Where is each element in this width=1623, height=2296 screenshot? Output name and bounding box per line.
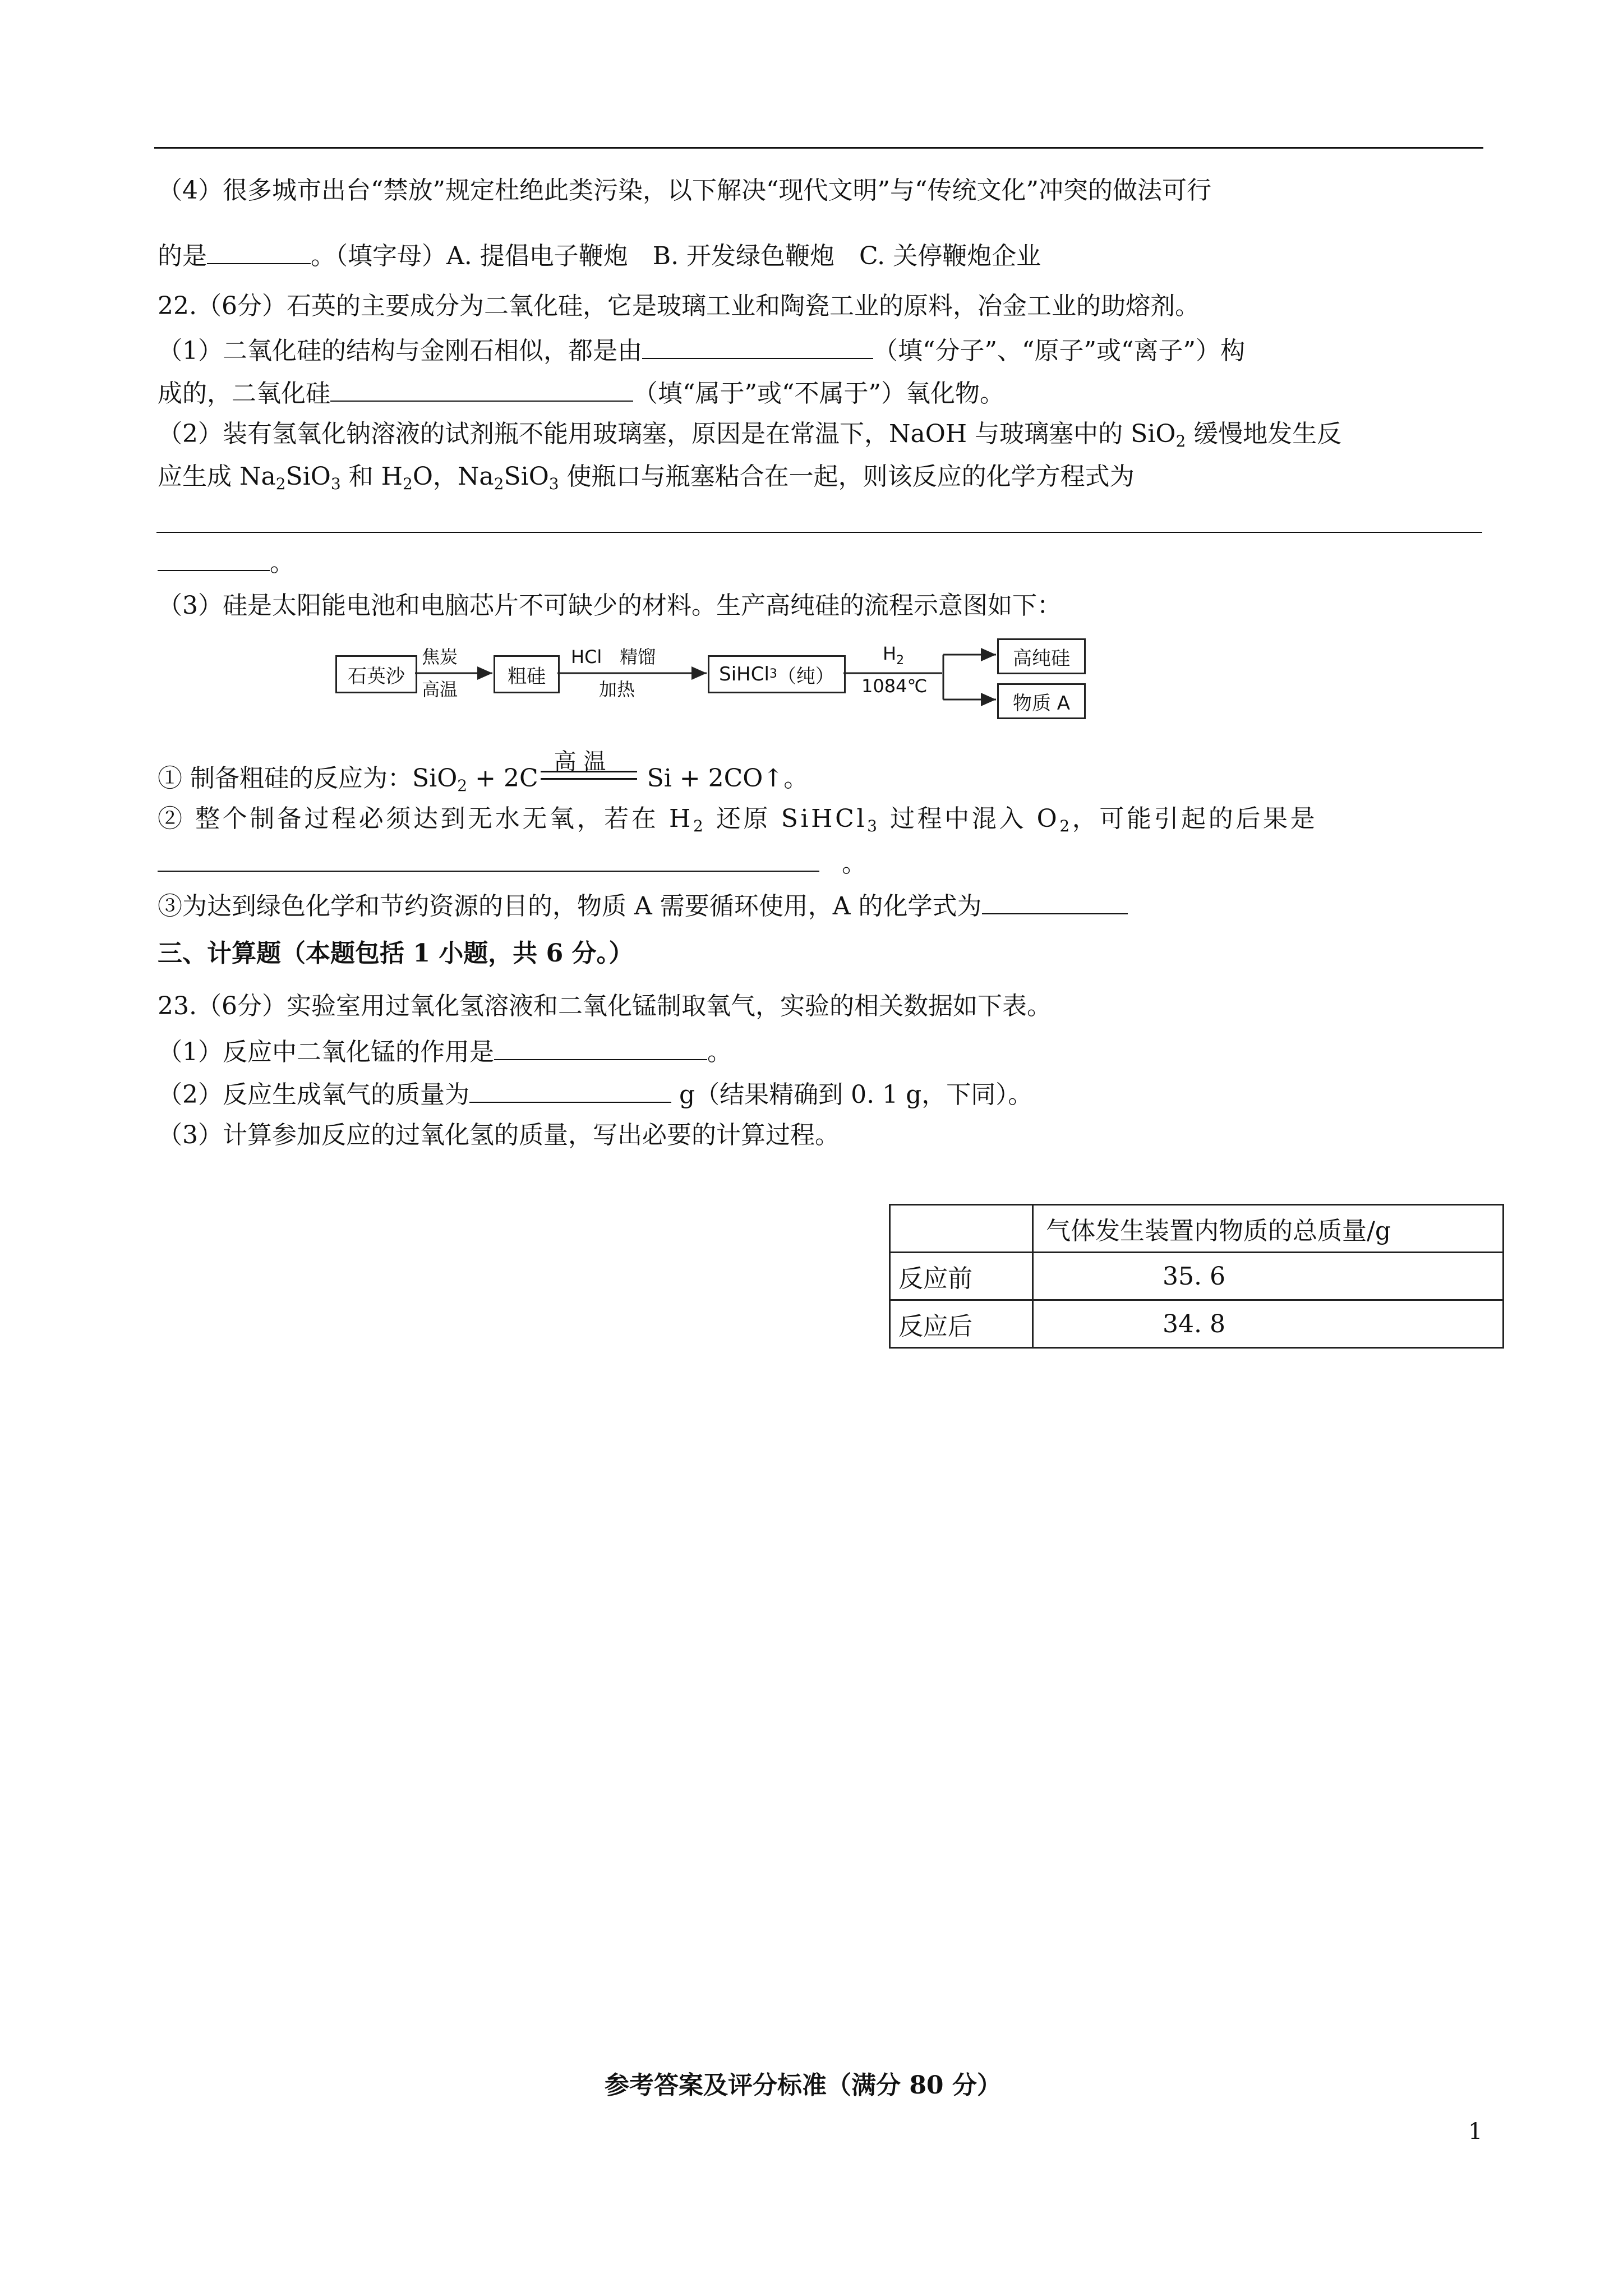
q23-2 bbox=[158, 1077, 1032, 1111]
q23-1-blank[interactable] bbox=[494, 1034, 707, 1060]
flow-arrow1-top: 焦炭 bbox=[422, 646, 458, 668]
q22-2-text-a: （2）装有氢氧化钠溶液的试剂瓶不能用玻璃塞，原因是在常温下，NaOH 与玻璃塞中的 SiO bbox=[158, 420, 1176, 448]
q23-2-blank[interactable] bbox=[469, 1077, 671, 1103]
q23-data-table bbox=[889, 1204, 1504, 1349]
q22-1-text-d: （填“属于”或“不属于”）氧化物。 bbox=[633, 379, 1004, 408]
flow-box-pure-si: 高纯硅 bbox=[997, 638, 1086, 674]
q23-2-text: （2）反应生成氧气的质量为 bbox=[158, 1080, 469, 1109]
flow-arrow3-bottom: 1084℃ bbox=[861, 675, 928, 697]
q21-4-options: 。（填字母）A. 提倡电子鞭炮 B. 开发绿色鞭炮 C. 关停鞭炮企业 bbox=[311, 242, 1041, 270]
q23-title: 23.（6分）实验室用过氧化氢溶液和二氧化锰制取氧气，实验的相关数据如下表。 bbox=[158, 992, 1052, 1020]
table-row-value-before: 35. 6 bbox=[1033, 1253, 1504, 1300]
step2-text-d: ，可能引起的后果是 bbox=[1072, 804, 1318, 833]
table-row-label-after: 反应后 bbox=[890, 1300, 1033, 1348]
q21-4-line1: （4）很多城市出台“禁放”规定杜绝此类污染，以下解决“现代文明”与“传统文化”冲突的做法可行 bbox=[158, 176, 1211, 205]
reaction-condition bbox=[538, 749, 639, 786]
q22-1-text-a: （1）二氧化硅的结构与金刚石相似，都是由 bbox=[158, 337, 642, 365]
table-header-mass: 气体发生装置内物质的总质量/g bbox=[1033, 1205, 1504, 1253]
step1-sub: 2 bbox=[457, 776, 468, 795]
flow-box-quartz-sand: 石英沙 bbox=[335, 655, 417, 693]
page-number: 1 bbox=[1468, 2119, 1483, 2145]
q23-3: （3）计算参加反应的过氧化氢的质量，写出必要的计算过程。 bbox=[158, 1121, 840, 1149]
condition-high-temp: 高 温 bbox=[554, 749, 606, 775]
flow-arrow2-top: HCl 精馏 bbox=[571, 646, 656, 668]
q22-2-text-b: 缓慢地发生反 bbox=[1186, 420, 1342, 448]
table-row bbox=[890, 1253, 1504, 1300]
step2-sub2: 3 bbox=[867, 817, 880, 835]
q22-3-step2 bbox=[158, 803, 1317, 835]
q22-2-text-d: SiO bbox=[285, 462, 331, 491]
q22-2-text-f: O，Na bbox=[412, 462, 494, 491]
q21-4-prefix: 的是 bbox=[158, 242, 207, 270]
step3-answer-blank[interactable] bbox=[982, 889, 1128, 914]
q23-1-text: （1）反应中二氧化锰的作用是 bbox=[158, 1038, 494, 1066]
flow-box-substance-a: 物质 A bbox=[997, 683, 1086, 719]
step2-period: 。 bbox=[842, 849, 866, 878]
step1-text-c: Si + 2CO↑。 bbox=[639, 764, 809, 793]
q22-2-sub: 2 bbox=[1175, 432, 1186, 450]
q22-3-step2-line2 bbox=[158, 846, 866, 880]
q22-2-period: 。 bbox=[270, 549, 294, 577]
table-header-empty bbox=[890, 1205, 1033, 1253]
q22-3-step1 bbox=[158, 749, 809, 795]
step2-text-c: 过程中混入 O bbox=[879, 804, 1060, 833]
step1-text-a: ① 制备粗硅的反应为：SiO bbox=[158, 764, 458, 793]
step2-answer-blank[interactable] bbox=[158, 846, 819, 872]
flow-box-sihcl3: SiHCl 3 （纯） bbox=[708, 655, 846, 693]
q22-2-sub5: 3 bbox=[548, 475, 559, 493]
step2-sub1: 2 bbox=[693, 817, 706, 835]
equals-sign bbox=[541, 771, 637, 780]
q22-2-sub3: 2 bbox=[403, 475, 413, 493]
flow-arrow1-bottom: 高温 bbox=[422, 679, 458, 700]
q22-2-text-c: 应生成 Na bbox=[158, 462, 276, 491]
step2-text-b: 还原 SiHCl bbox=[706, 804, 868, 833]
q23-2-suffix: g（结果精确到 0. 1 g，下同）。 bbox=[671, 1080, 1033, 1109]
q22-3-intro: （3）硅是太阳能电池和电脑芯片不可缺少的材料。生产高纯硅的流程示意图如下： bbox=[158, 591, 1062, 620]
step2-sub3: 2 bbox=[1059, 817, 1072, 835]
flow-arrow3-top: $H_2$ bbox=[883, 643, 905, 668]
step1-text-b: + 2C bbox=[467, 764, 538, 793]
q22-title: 22.（6分）石英的主要成分为二氧化硅，它是玻璃工业和陶瓷工业的原料，冶金工业的助熔剂。 bbox=[158, 292, 1200, 320]
q22-1-text-b: （填“分子”、“原子”或“离子”）构 bbox=[873, 337, 1245, 365]
flow-arrow2-bottom: 加热 bbox=[599, 679, 635, 700]
section3-title: 三、计算题（本题包括 1 小题，共 6 分。） bbox=[158, 939, 634, 968]
step3-text: ③为达到绿色化学和节约资源的目的，物质 A 需要循环使用，A 的化学式为 bbox=[158, 892, 982, 921]
q22-2-sub4: 2 bbox=[494, 475, 504, 493]
q22-2-text-g: SiO bbox=[504, 462, 549, 491]
table-header-row bbox=[890, 1205, 1504, 1253]
table-row-value-after: 34. 8 bbox=[1033, 1300, 1504, 1348]
table-row-label-before: 反应前 bbox=[890, 1253, 1033, 1300]
answer-section-title: 参考答案及评分标准（满分 80 分） bbox=[605, 2071, 1002, 2100]
flow-arrows bbox=[0, 0, 1623, 785]
q22-1-text-c: 成的，二氧化硅 bbox=[158, 379, 330, 408]
q22-2-sub2: 3 bbox=[330, 475, 341, 493]
q22-3-step3 bbox=[158, 889, 1128, 922]
step2-text-a: ② 整个制备过程必须达到无水无氧，若在 H bbox=[158, 804, 693, 833]
q23-1-period: 。 bbox=[707, 1038, 732, 1066]
q22-2-text-h: 使瓶口与瓶塞粘合在一起，则该反应的化学方程式为 bbox=[559, 462, 1135, 491]
q22-2-text-e: 和 H bbox=[340, 462, 403, 491]
q23-1 bbox=[158, 1034, 732, 1068]
q22-2-sub1: 2 bbox=[275, 475, 286, 493]
table-row bbox=[890, 1300, 1504, 1348]
flow-box-crude-si: 粗硅 bbox=[494, 655, 560, 693]
